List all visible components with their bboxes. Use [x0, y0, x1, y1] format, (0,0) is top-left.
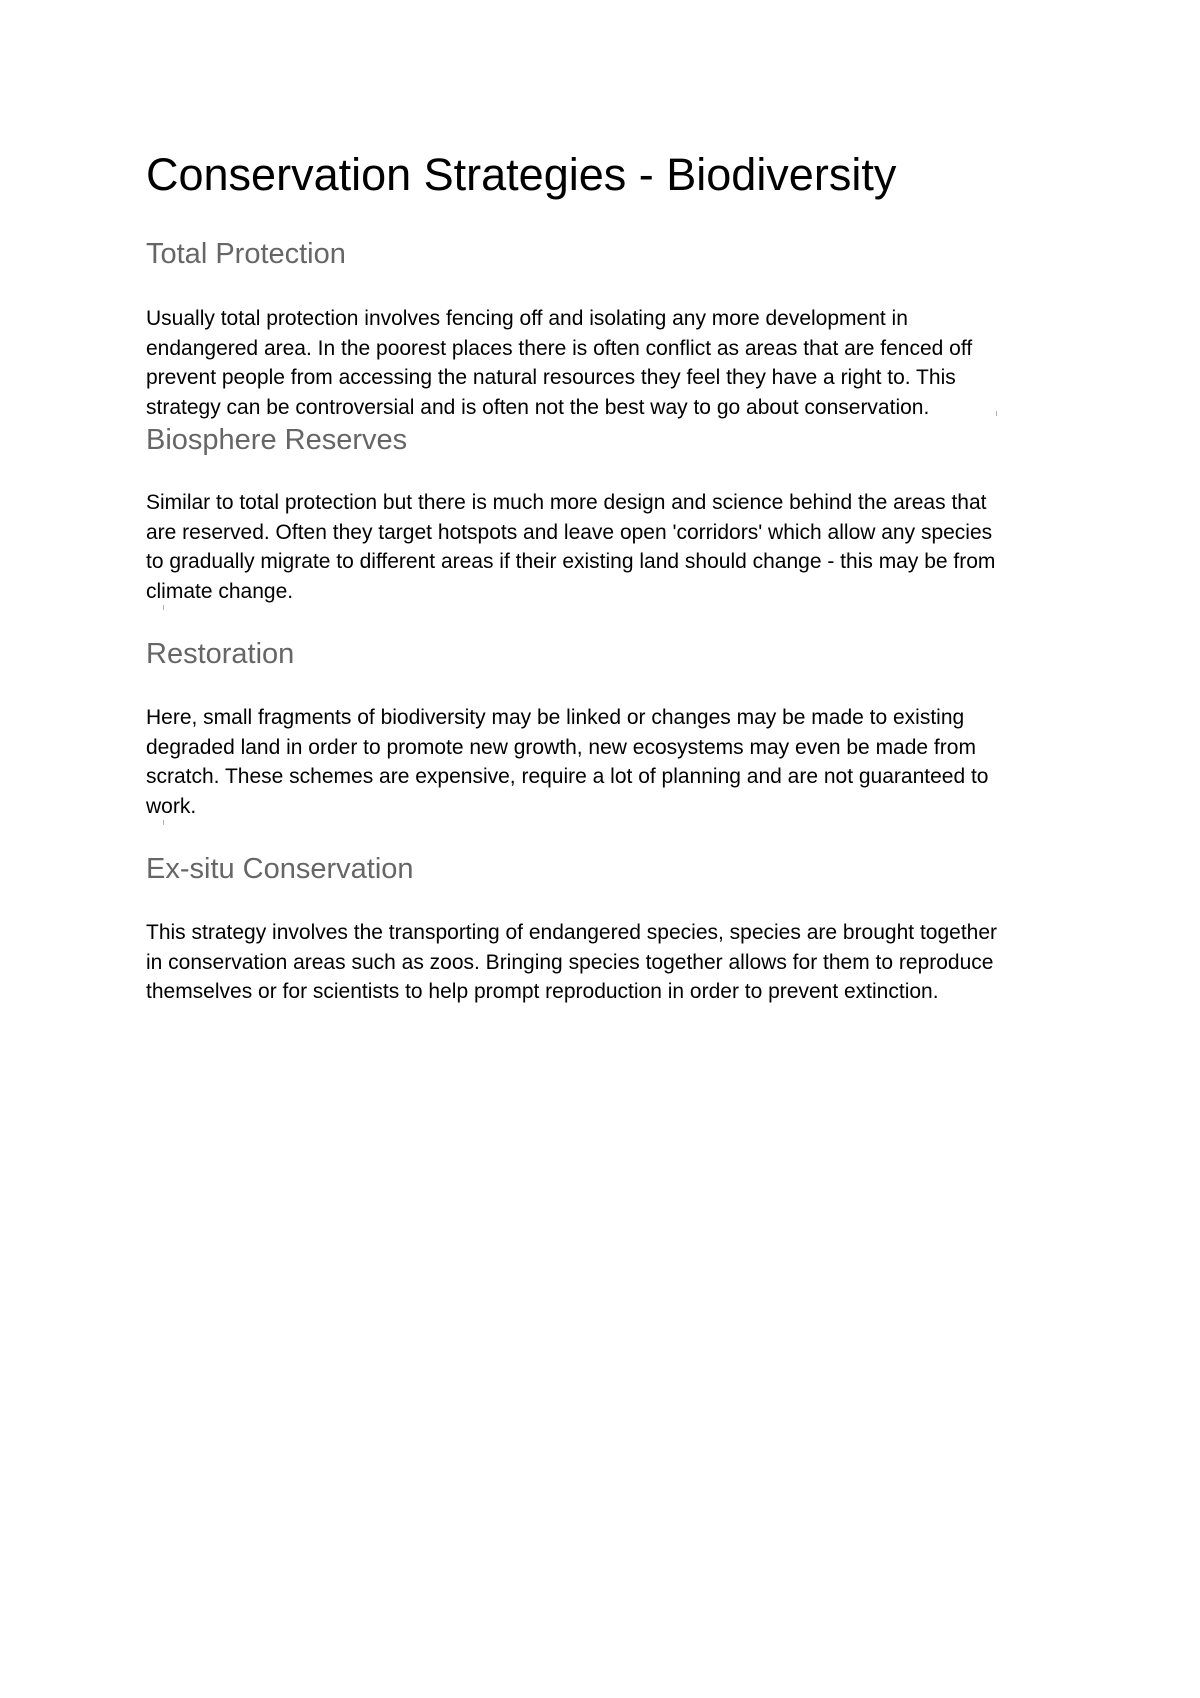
stray-mark — [996, 411, 997, 416]
paragraph-line: to gradually migrate to different areas if their existing land should change - this may be from — [146, 550, 996, 573]
paragraph-line: work. — [146, 794, 197, 818]
section-body-total-protection — [146, 304, 1066, 422]
paragraph-line: prevent people from accessing the natural resources they feel they have a right to. This — [146, 366, 956, 389]
paragraph-line: strategy can be controversial and is often not the best way to go about conservation. — [146, 395, 930, 419]
stray-mark — [163, 605, 164, 610]
paragraph-line: climate change. — [146, 579, 294, 603]
paragraph-line: are reserved. Often they target hotspots and leave open 'corridors' which allow any species — [146, 520, 993, 544]
section-body-restoration — [146, 703, 1066, 821]
paragraph-line: degraded land in order to promote new growth, new ecosystems may even be made from — [146, 735, 976, 759]
stray-mark — [163, 820, 164, 825]
section-body-biosphere-reserves — [146, 488, 1066, 606]
paragraph-line: scratch. These schemes are expensive, require a lot of planning and are not guaranteed to — [146, 765, 989, 788]
section-heading-total-protection: Total Protection — [146, 238, 346, 270]
section-body-ex-situ-conservation — [146, 918, 1066, 1007]
document-title: Conservation Strategies - Biodiversity — [146, 149, 897, 200]
paragraph-line: endangered area. In the poorest places there is often conflict as areas that are fenced off — [146, 336, 973, 360]
section-heading-ex-situ-conservation: Ex-situ Conservation — [146, 853, 414, 885]
section-heading-biosphere-reserves: Biosphere Reserves — [146, 424, 408, 456]
paragraph-line: themselves or for scientists to help prompt reproduction in order to prevent extinction. — [146, 980, 939, 1003]
paragraph-line: Usually total protection involves fencing off and isolating any more development in — [146, 307, 908, 330]
paragraph-line: in conservation areas such as zoos. Bringing species together allows for them to reproduce — [146, 950, 994, 974]
paragraph-line: Similar to total protection but there is much more design and science behind the areas that — [146, 491, 987, 514]
paragraph-line: This strategy involves the transporting of endangered species, species are brought together — [146, 921, 998, 944]
paragraph-line: Here, small fragments of biodiversity may be linked or changes may be made to existing — [146, 706, 965, 729]
section-heading-restoration: Restoration — [146, 638, 295, 670]
